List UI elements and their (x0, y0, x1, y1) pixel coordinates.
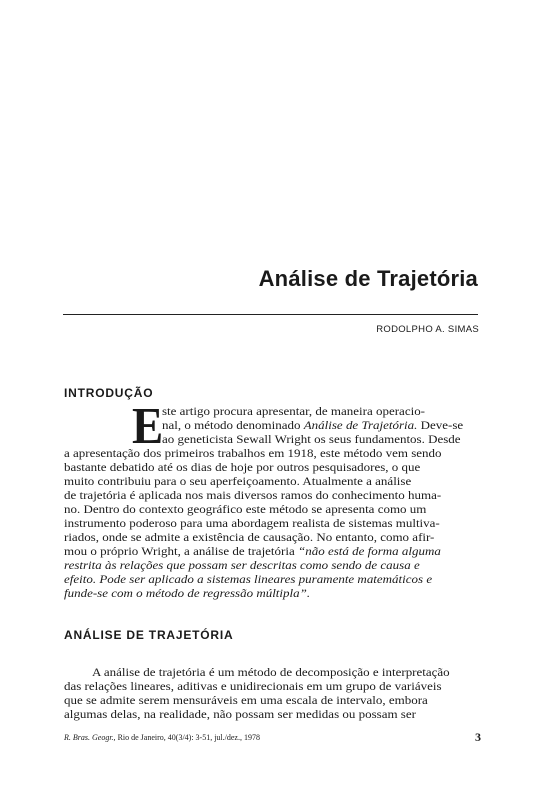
section-heading-analise: ANÁLISE DE TRAJETÓRIA (64, 628, 234, 642)
quote-line: restrita às relações que possam ser descritas como sendo de causa e (64, 559, 420, 572)
paragraph-line: ao geneticista Sewall Wright os seus fundamentos. Desde (162, 433, 461, 446)
quote-line: funde-se com o método de regressão múltipla”. (64, 587, 311, 600)
quote-line: efeito. Pode ser aplicado a sistemas lineares puramente matemáticos e (64, 573, 433, 586)
paragraph-line (64, 545, 441, 559)
paragraph-line: algumas delas, na realidade, não possam ser medidas ou possam ser (64, 708, 416, 721)
text-run: mou o próprio Wright, a análise de trajetória (64, 545, 295, 558)
article-title: Análise de Trajetória (258, 266, 478, 291)
paragraph-line: ste artigo procura apresentar, de maneira operacio- (162, 405, 426, 418)
section-heading-introducao: INTRODUÇÃO (64, 386, 154, 400)
article-author: RODOLPHO A. SIMAS (376, 324, 479, 335)
journal-citation (64, 733, 260, 742)
drop-cap: E (132, 398, 164, 455)
journal-details: Rio de Janeiro, 40(3/4): 3-51, jul./dez., 1978 (117, 733, 260, 742)
paragraph-line: de trajetória é aplicada nos mais diversos ramos do conhecimento huma- (64, 489, 442, 502)
paragraph-line: bastante debatido até os dias de hoje por outros pesquisadores, o que (64, 461, 421, 474)
title-rule (63, 314, 478, 315)
paragraph-line: instrumento poderoso para uma abordagem realista de sistemas multiva- (64, 517, 440, 530)
text-run: nal, o método denominado (162, 419, 301, 432)
quote-run: “não está de forma alguma (297, 545, 441, 558)
paragraph-line: no. Dentro do contexto geográfico este método se apresenta como um (64, 503, 427, 516)
paragraph-line: muito contribuiu para o seu aperfeiçoamento. Atualmente a análise (64, 475, 412, 488)
method-name: Análise de Trajetória. (303, 419, 418, 432)
paragraph-line: que se admite serem mensuráveis em uma escala de intervalo, embora (64, 694, 428, 707)
journal-name: R. Bras. Geogr., (64, 733, 116, 742)
page-number: 3 (475, 730, 481, 744)
paragraph-line: riados, onde se admite a existência de causação. No entanto, como afir- (64, 531, 435, 544)
paragraph-line: a apresentação dos primeiros trabalhos em 1918, este método vem sendo (64, 447, 442, 460)
text-run: Deve-se (420, 419, 464, 432)
paragraph-line (162, 419, 463, 433)
paragraph-line: das relações lineares, aditivas e unidirecionais em um grupo de variáveis (64, 680, 442, 693)
paragraph-line: A análise de trajetória é um método de decomposição e interpretação (92, 666, 450, 679)
